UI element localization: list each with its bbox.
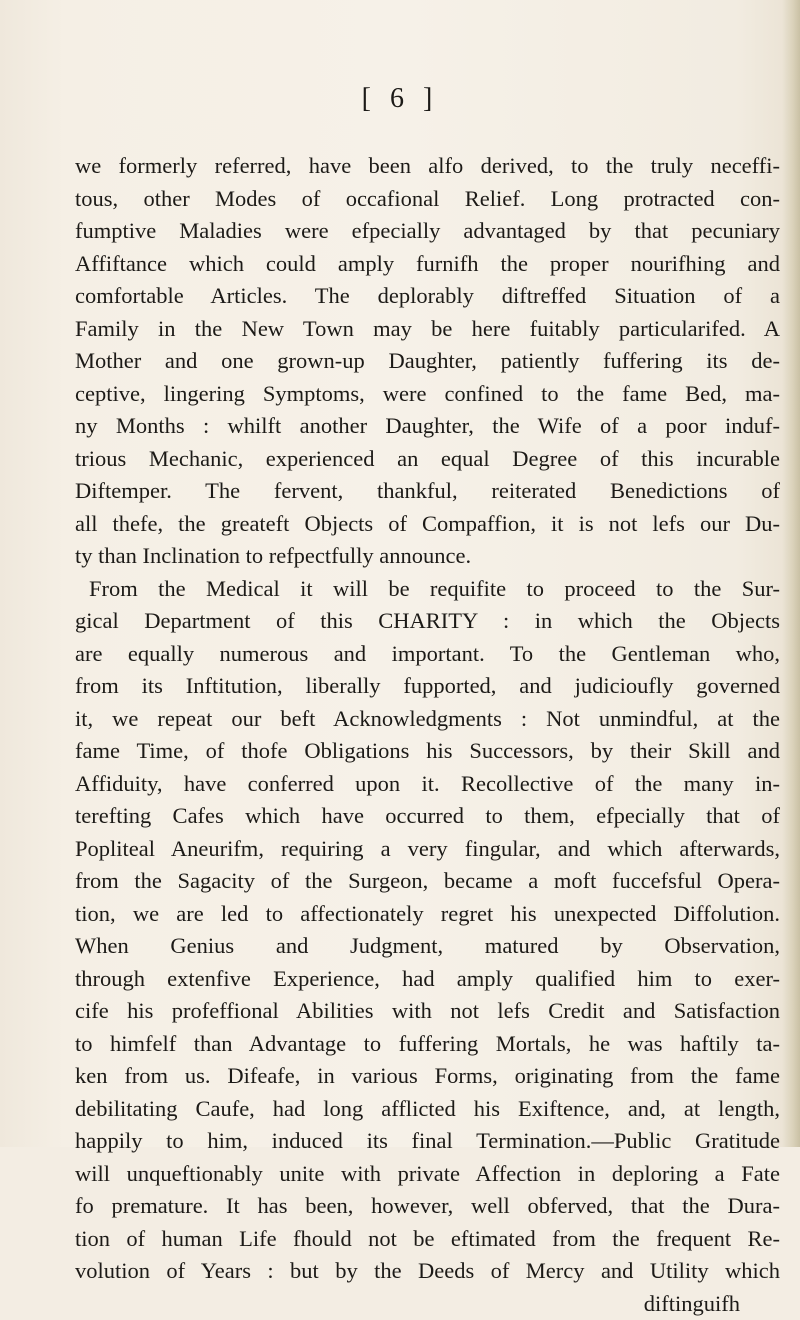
text-line: gical Department of this CHARITY : in which the Objects [75, 605, 780, 638]
text-line: through extenfive Experience, had amply qualified him to exer- [75, 963, 780, 996]
page-edge-shadow [782, 0, 800, 1147]
text-line: terefting Cafes which have occurred to them, efpecially that of [75, 800, 780, 833]
text-line: From the Medical it will be requifite to proceed to the Sur- [75, 573, 780, 606]
text-line: it, we repeat our beft Acknowledgments : Not unmindful, at the [75, 703, 780, 736]
text-line: ny Months : whilft another Daughter, the Wife of a poor induf- [75, 410, 780, 443]
text-line: will unqueftionably unite with private Affection in deploring a Fate [75, 1158, 780, 1191]
text-line: trious Mechanic, experienced an equal Degree of this incurable [75, 443, 780, 476]
text-line: fumptive Maladies were efpecially advantaged by that pecuniary [75, 215, 780, 248]
page-number: [ 6 ] [0, 83, 800, 115]
text-line: comfortable Articles. The deplorably diftreffed Situation of a [75, 280, 780, 313]
text-line: ceptive, lingering Symptoms, were confined to the fame Bed, ma- [75, 378, 780, 411]
text-line: Diftemper. The fervent, thankful, reiterated Benedictions of [75, 475, 780, 508]
text-line: from the Sagacity of the Surgeon, became a moft fuccefsful Opera- [75, 865, 780, 898]
text-line: fo premature. It has been, however, well obferved, that the Dura- [75, 1190, 780, 1223]
text-line: we formerly referred, have been alfo derived, to the truly neceffi- [75, 150, 780, 183]
text-line: volution of Years : but by the Deeds of Mercy and Utility which [75, 1255, 780, 1288]
text-line: Popliteal Aneurifm, requiring a very fingular, and which afterwards, [75, 833, 780, 866]
text-line: Affiftance which could amply furnifh the proper nourifhing and [75, 248, 780, 281]
text-line: debilitating Caufe, had long afflicted his Exiftence, and, at length, [75, 1093, 780, 1126]
text-line: are equally numerous and important. To the Gentleman who, [75, 638, 780, 671]
text-line: ty than Inclination to refpectfully announce. [75, 540, 780, 573]
text-line: Mother and one grown-up Daughter, patiently fuffering its de- [75, 345, 780, 378]
text-line: ken from us. Difeafe, in various Forms, originating from the fame [75, 1060, 780, 1093]
text-line: to himfelf than Advantage to fuffering Mortals, he was haftily ta- [75, 1028, 780, 1061]
text-line: all thefe, the greateft Objects of Compaffion, it is not lefs our Du- [75, 508, 780, 541]
catchword: diftinguifh [75, 1288, 780, 1320]
text-line: fame Time, of thofe Obligations his Successors, by their Skill and [75, 735, 780, 768]
text-line: Family in the New Town may be here fuitably particularifed. A [75, 313, 780, 346]
text-line: from its Inftitution, liberally fupported, and judicioufly governed [75, 670, 780, 703]
text-line: When Genius and Judgment, matured by Observation, [75, 930, 780, 963]
body-text [75, 150, 780, 1320]
text-line: cife his profeffional Abilities with not lefs Credit and Satisfaction [75, 995, 780, 1028]
text-line: tion of human Life fhould not be eftimated from the frequent Re- [75, 1223, 780, 1256]
text-line: Affiduity, have conferred upon it. Recollective of the many in- [75, 768, 780, 801]
text-line: happily to him, induced its final Termination.—Public Gratitude [75, 1125, 780, 1158]
text-line: tous, other Modes of occafional Relief. Long protracted con- [75, 183, 780, 216]
text-line: tion, we are led to affectionately regret his unexpected Diffolution. [75, 898, 780, 931]
